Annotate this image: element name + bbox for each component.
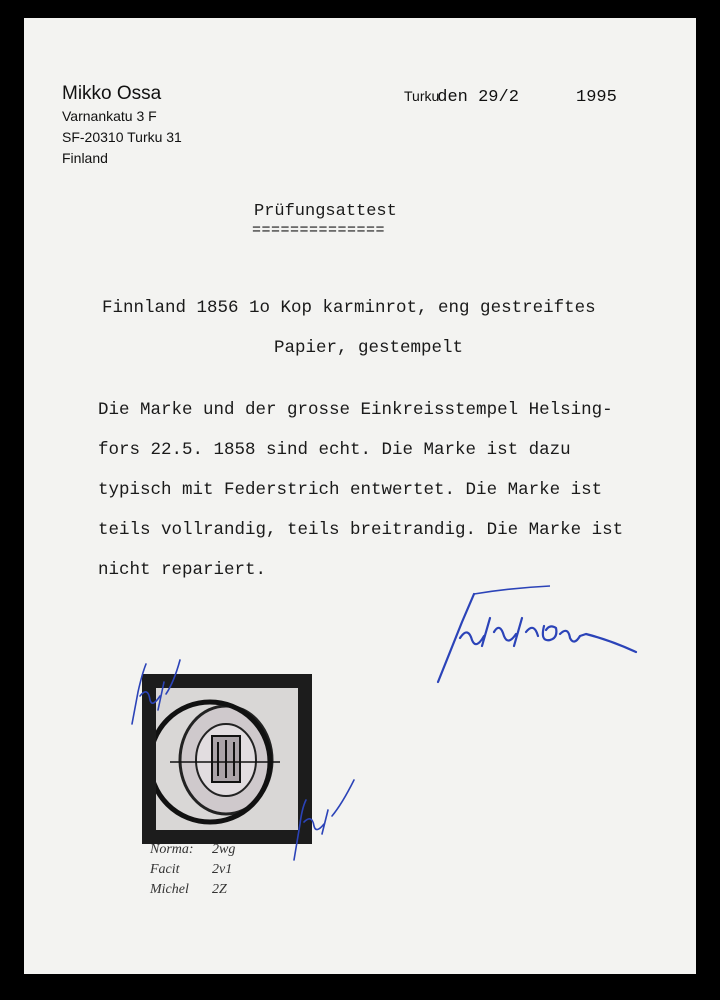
small-signature-bottom <box>282 774 362 864</box>
certificate-body <box>98 390 696 590</box>
date-year: 1995 <box>576 88 617 107</box>
date-city: Turku <box>404 88 440 104</box>
signature-graphic <box>410 578 650 698</box>
body-line-4: teils vollrandig, teils breitrandig. Die Marke ist <box>98 520 624 540</box>
certificate-page <box>24 18 696 974</box>
note-label: Michel <box>150 882 189 897</box>
note-facit <box>150 860 235 880</box>
date-value: den 29/2 <box>437 88 519 107</box>
body-line-5: nicht repariert. <box>98 560 267 580</box>
body-line-3: typisch mit Federstrich entwertet. Die Marke ist <box>98 480 603 500</box>
note-value: 2wg <box>212 842 236 857</box>
note-michel <box>150 880 235 900</box>
body-line-1: Die Marke und der grosse Einkreisstempel Helsing- <box>98 400 613 420</box>
note-value: 2v1 <box>212 862 233 877</box>
sender-address-city: SF-20310 Turku 31 <box>62 129 182 145</box>
sender-block <box>62 82 182 169</box>
sender-address-street: Varnankatu 3 F <box>62 108 157 124</box>
note-norma <box>150 840 235 860</box>
sender-name: Mikko Ossa <box>62 83 162 104</box>
note-label: Norma: <box>150 842 194 857</box>
certificate-title: Prüfungsattest <box>254 202 397 221</box>
title-underline: ============== <box>252 222 386 239</box>
dateline <box>404 88 617 107</box>
note-label: Facit <box>150 862 180 877</box>
small-signature-top <box>120 652 190 732</box>
subject-line-2: Papier, gestempelt <box>274 338 464 358</box>
subject-line-1: Finnland 1856 1o Kop karminrot, eng gestreiftes <box>102 298 596 318</box>
catalog-notes <box>150 840 235 900</box>
note-value: 2Z <box>212 882 227 897</box>
sender-address-country: Finland <box>62 150 108 166</box>
body-line-2: fors 22.5. 1858 sind echt. Die Marke ist dazu <box>98 440 571 460</box>
